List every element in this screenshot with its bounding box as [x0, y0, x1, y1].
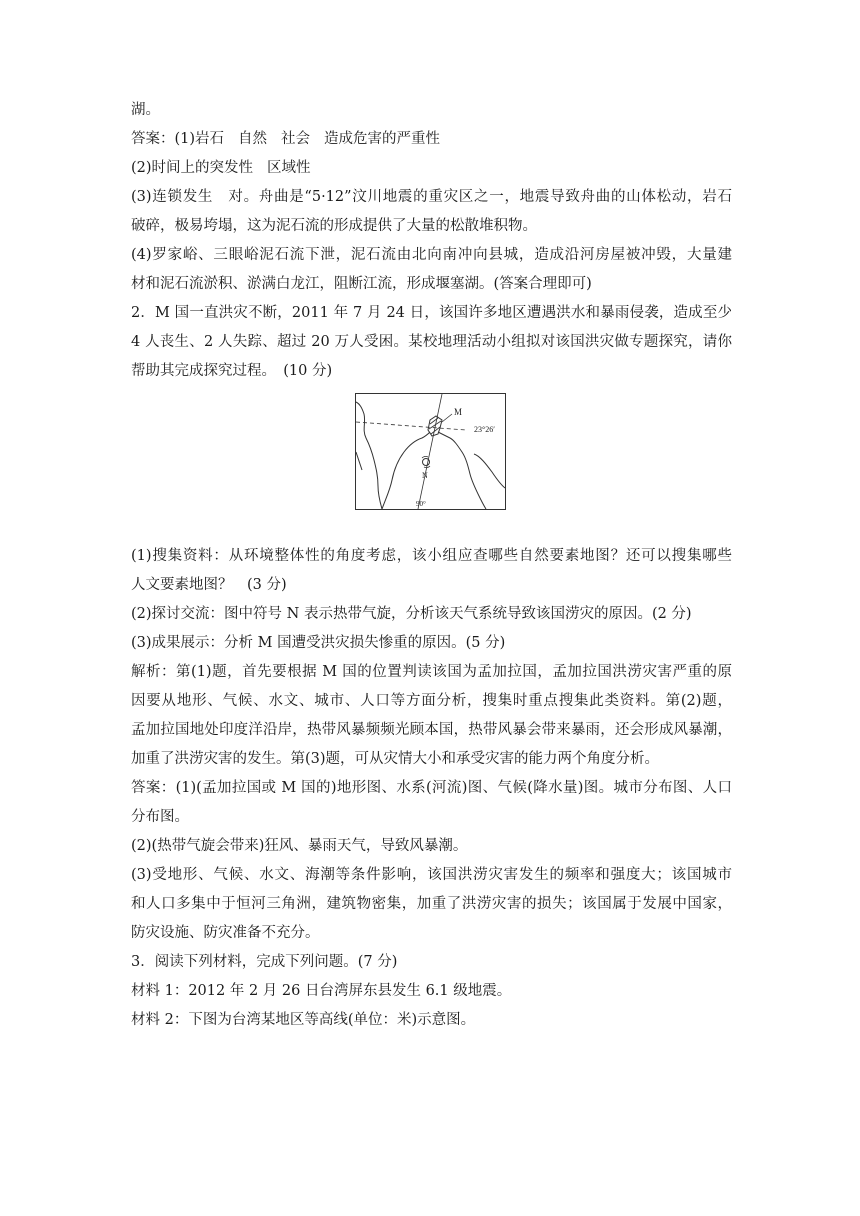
analysis-line: 孟加拉国地处印度洋沿岸，热带风暴频频光顾本国，热带风暴会带来暴雨，还会形成风暴潮， [131, 722, 732, 738]
subquestion-line: (3)成果展示：分析 M 国遭受洪灾损失惨重的原因。(5 分) [131, 635, 506, 651]
analysis-line: 加重了洪涝灾害的发生。第(3)题，可从灾情大小和承受灾害的能力两个角度分析。 [131, 751, 660, 767]
text-line: 材和泥石流淤积、淤满白龙江，阻断江流，形成堰塞湖。(答案合理即可) [131, 276, 592, 292]
material-line: 材料 2：下图为台湾某地区等高线(单位：米)示意图。 [131, 1012, 476, 1028]
answer-line: 和人口多集中于恒河三角洲，建筑物密集，加重了洪涝灾害的损失；该国属于发展中国家， [131, 896, 732, 912]
bangladesh-map [355, 393, 506, 510]
m-leader-line [442, 414, 452, 422]
answer-line-2 [131, 154, 732, 183]
answer-part: 区域性 [267, 160, 311, 176]
subquestion-line: (1)搜集资料：从环境整体性的角度考虑，该小组应查哪些自然要素地图？还可以搜集哪些 [131, 548, 732, 564]
cyclone-symbol [423, 459, 430, 466]
analysis-line: 因要从地形、气候、水文、城市、人口等方面分析，搜集时重点搜集此类资料。第(2)题， [131, 693, 732, 709]
answer-line: 分布图。 [131, 809, 189, 825]
text-line: 湖。 [131, 102, 160, 118]
answer-part: 造成危害的严重性 [324, 131, 441, 147]
map-label-n: N [422, 471, 428, 480]
question-3-line: 3．阅读下列材料，完成下列问题。(7 分) [131, 954, 398, 970]
question-2-line: 帮助其完成探究过程。 (10 分) [131, 363, 333, 379]
subquestion-line: (2)探讨交流：图中符号 N 表示热带气旋，分析该天气系统导致该国涝灾的原因。(2 分) [131, 606, 692, 622]
answer-line: (2)(热带气旋会带来)狂风、暴雨天气，导致风暴潮。 [131, 838, 468, 854]
answer-line-1 [131, 125, 732, 154]
coastline-east [474, 454, 505, 488]
document-page [131, 96, 732, 1035]
coastline-fragment [356, 452, 362, 470]
map-graphic [356, 394, 505, 509]
question-2-line: 2．M 国一直洪灾不断，2011 年 7 月 24 日，该国许多地区遭遇洪水和暴雨侵袭，造成至少 [131, 305, 732, 321]
map-label-m: M [454, 407, 463, 417]
coastline-myanmar [438, 432, 486, 509]
answer-line: 防灾设施、防灾准备不充分。 [131, 925, 320, 941]
map-figure [131, 390, 732, 539]
answer-line: (3)受地形、气候、水文、海潮等条件影响，该国洪涝灾害发生的频率和强度大；该国城市 [131, 867, 732, 883]
text-line: (3)连锁发生 对。舟曲是“5·12”汶川地震的重灾区之一，地震导致舟曲的山体松动，岩石 [131, 189, 732, 205]
question-2-line: 4 人丧生、2 人失踪、超过 20 万人受困。某校地理活动小组拟对该国洪灾做专题探究，请你 [131, 334, 732, 350]
answer-line: 答案：(1)(孟加拉国或 M 国的)地形图、水系(河流)图、气候(降水量)图。城市分布图、人口 [131, 780, 732, 796]
meridian-line [418, 394, 442, 509]
coastline-west [356, 402, 382, 509]
map-label-latitude: 23°26′ [474, 425, 495, 434]
answer-part: 答案：(1)岩石 [131, 131, 225, 147]
map-label-longitude: 90° [416, 500, 426, 508]
subquestion-line: 人文要素地图？ (3 分) [131, 577, 287, 593]
text-line: (4)罗家峪、三眼峪泥石流下泄，泥石流由北向南冲向县城，造成沿河房屋被冲毁，大量建 [131, 247, 732, 263]
text-line: 破碎，极易垮塌，这为泥石流的形成提供了大量的松散堆积物。 [131, 218, 537, 234]
answer-part: 自然 [238, 131, 268, 147]
analysis-line: 解析：第(1)题，首先要根据 M 国的位置判读该国为孟加拉国，孟加拉国洪涝灾害严重的原 [131, 664, 732, 680]
material-line: 材料 1：2012 年 2 月 26 日台湾屏东县发生 6.1 级地震。 [131, 983, 512, 999]
answer-part: (2)时间上的突发性 [131, 160, 254, 176]
answer-part: 社会 [281, 131, 311, 147]
tropic-line [356, 422, 466, 430]
